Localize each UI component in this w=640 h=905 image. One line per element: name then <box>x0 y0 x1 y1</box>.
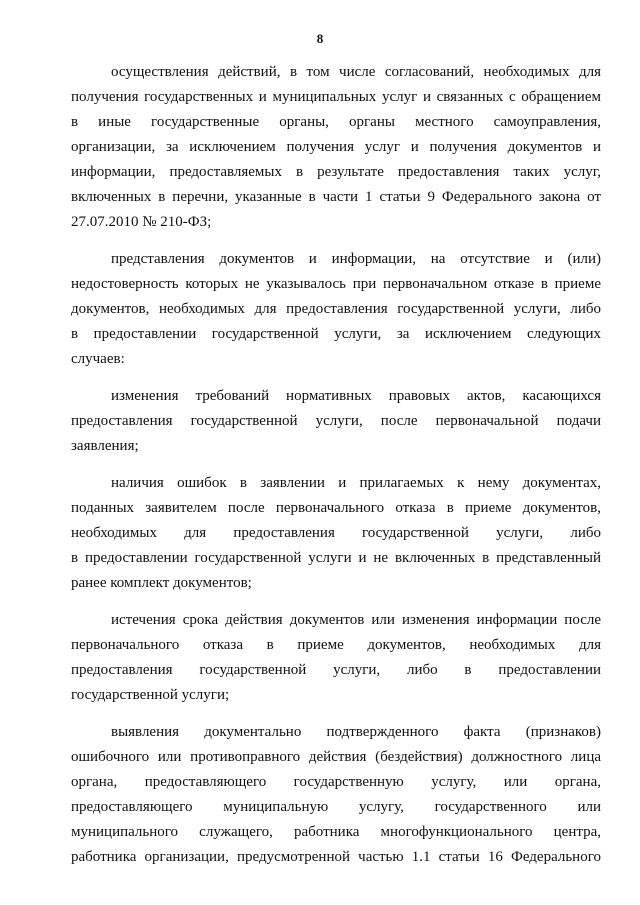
text-line: недостоверность которых не указывалось при первоначальном отказе в приеме <box>71 276 601 292</box>
text-line: получения государственных и муниципальных услуг и связанных с обращением <box>71 89 601 105</box>
text-line: случаев: <box>71 351 125 367</box>
text-line: истечения срока действия документов или изменения информации после <box>111 612 601 628</box>
text-line: ошибочного или противоправного действия (бездействия) должностного лица <box>71 749 601 765</box>
text-line: предоставления государственной услуги, после первоначальной подачи <box>71 413 601 429</box>
text-line: изменения требований нормативных правовых актов, касающихся <box>111 388 601 404</box>
text-line: осуществления действий, в том числе согласований, необходимых для <box>111 64 601 80</box>
text-line: заявления; <box>71 438 139 454</box>
text-line: наличия ошибок в заявлении и прилагаемых к нему документах, <box>111 475 601 491</box>
text-line: в предоставлении государственной услуги, за исключением следующих <box>71 326 601 342</box>
text-line: государственной услуги; <box>71 687 230 703</box>
text-line: поданных заявителем после первоначального отказа в приеме документов, <box>71 500 601 516</box>
page-number: 8 <box>316 31 324 46</box>
text-line: предоставляющего муниципальную услугу, государственного или <box>71 799 601 815</box>
text-line: ранее комплект документов; <box>71 575 252 591</box>
text-line: представления документов и информации, на отсутствие и (или) <box>111 251 601 267</box>
text-line: предоставления государственной услуги, либо в предоставлении <box>71 662 601 678</box>
text-line: муниципального служащего, работника многофункционального центра, <box>71 824 601 840</box>
text-line: первоначального отказа в приеме документов, необходимых для <box>71 637 601 653</box>
text-line: информации, предоставляемых в результате предоставления таких услуг, <box>71 164 601 180</box>
text-line: в иные государственные органы, органы местного самоуправления, <box>71 114 601 130</box>
paragraph-gap <box>71 459 601 471</box>
text-line: работника организации, предусмотренной частью 1.1 статьи 16 Федерального <box>71 849 601 865</box>
text-line: документов, необходимых для предоставления государственной услуги, либо <box>71 301 601 317</box>
text-line: необходимых для предоставления государственной услуги, либо <box>71 525 601 541</box>
text-line: органа, предоставляющего государственную услугу, или органа, <box>71 774 601 790</box>
text-line: включенных в перечни, указанные в части 1 статьи 9 Федерального закона от <box>71 189 601 205</box>
paragraph-gap <box>71 708 601 720</box>
body-text <box>71 60 601 870</box>
paragraph-gap <box>71 235 601 247</box>
text-line: 27.07.2010 № 210-ФЗ; <box>71 214 212 230</box>
text-line: организации, за исключением получения услуг и получения документов и <box>71 139 601 155</box>
text-line: выявления документально подтвержденного факта (признаков) <box>111 724 601 740</box>
paragraph-gap <box>71 372 601 384</box>
paragraph-gap <box>71 596 601 608</box>
text-line: в предоставлении государственной услуги и не включенных в представленный <box>71 550 601 566</box>
